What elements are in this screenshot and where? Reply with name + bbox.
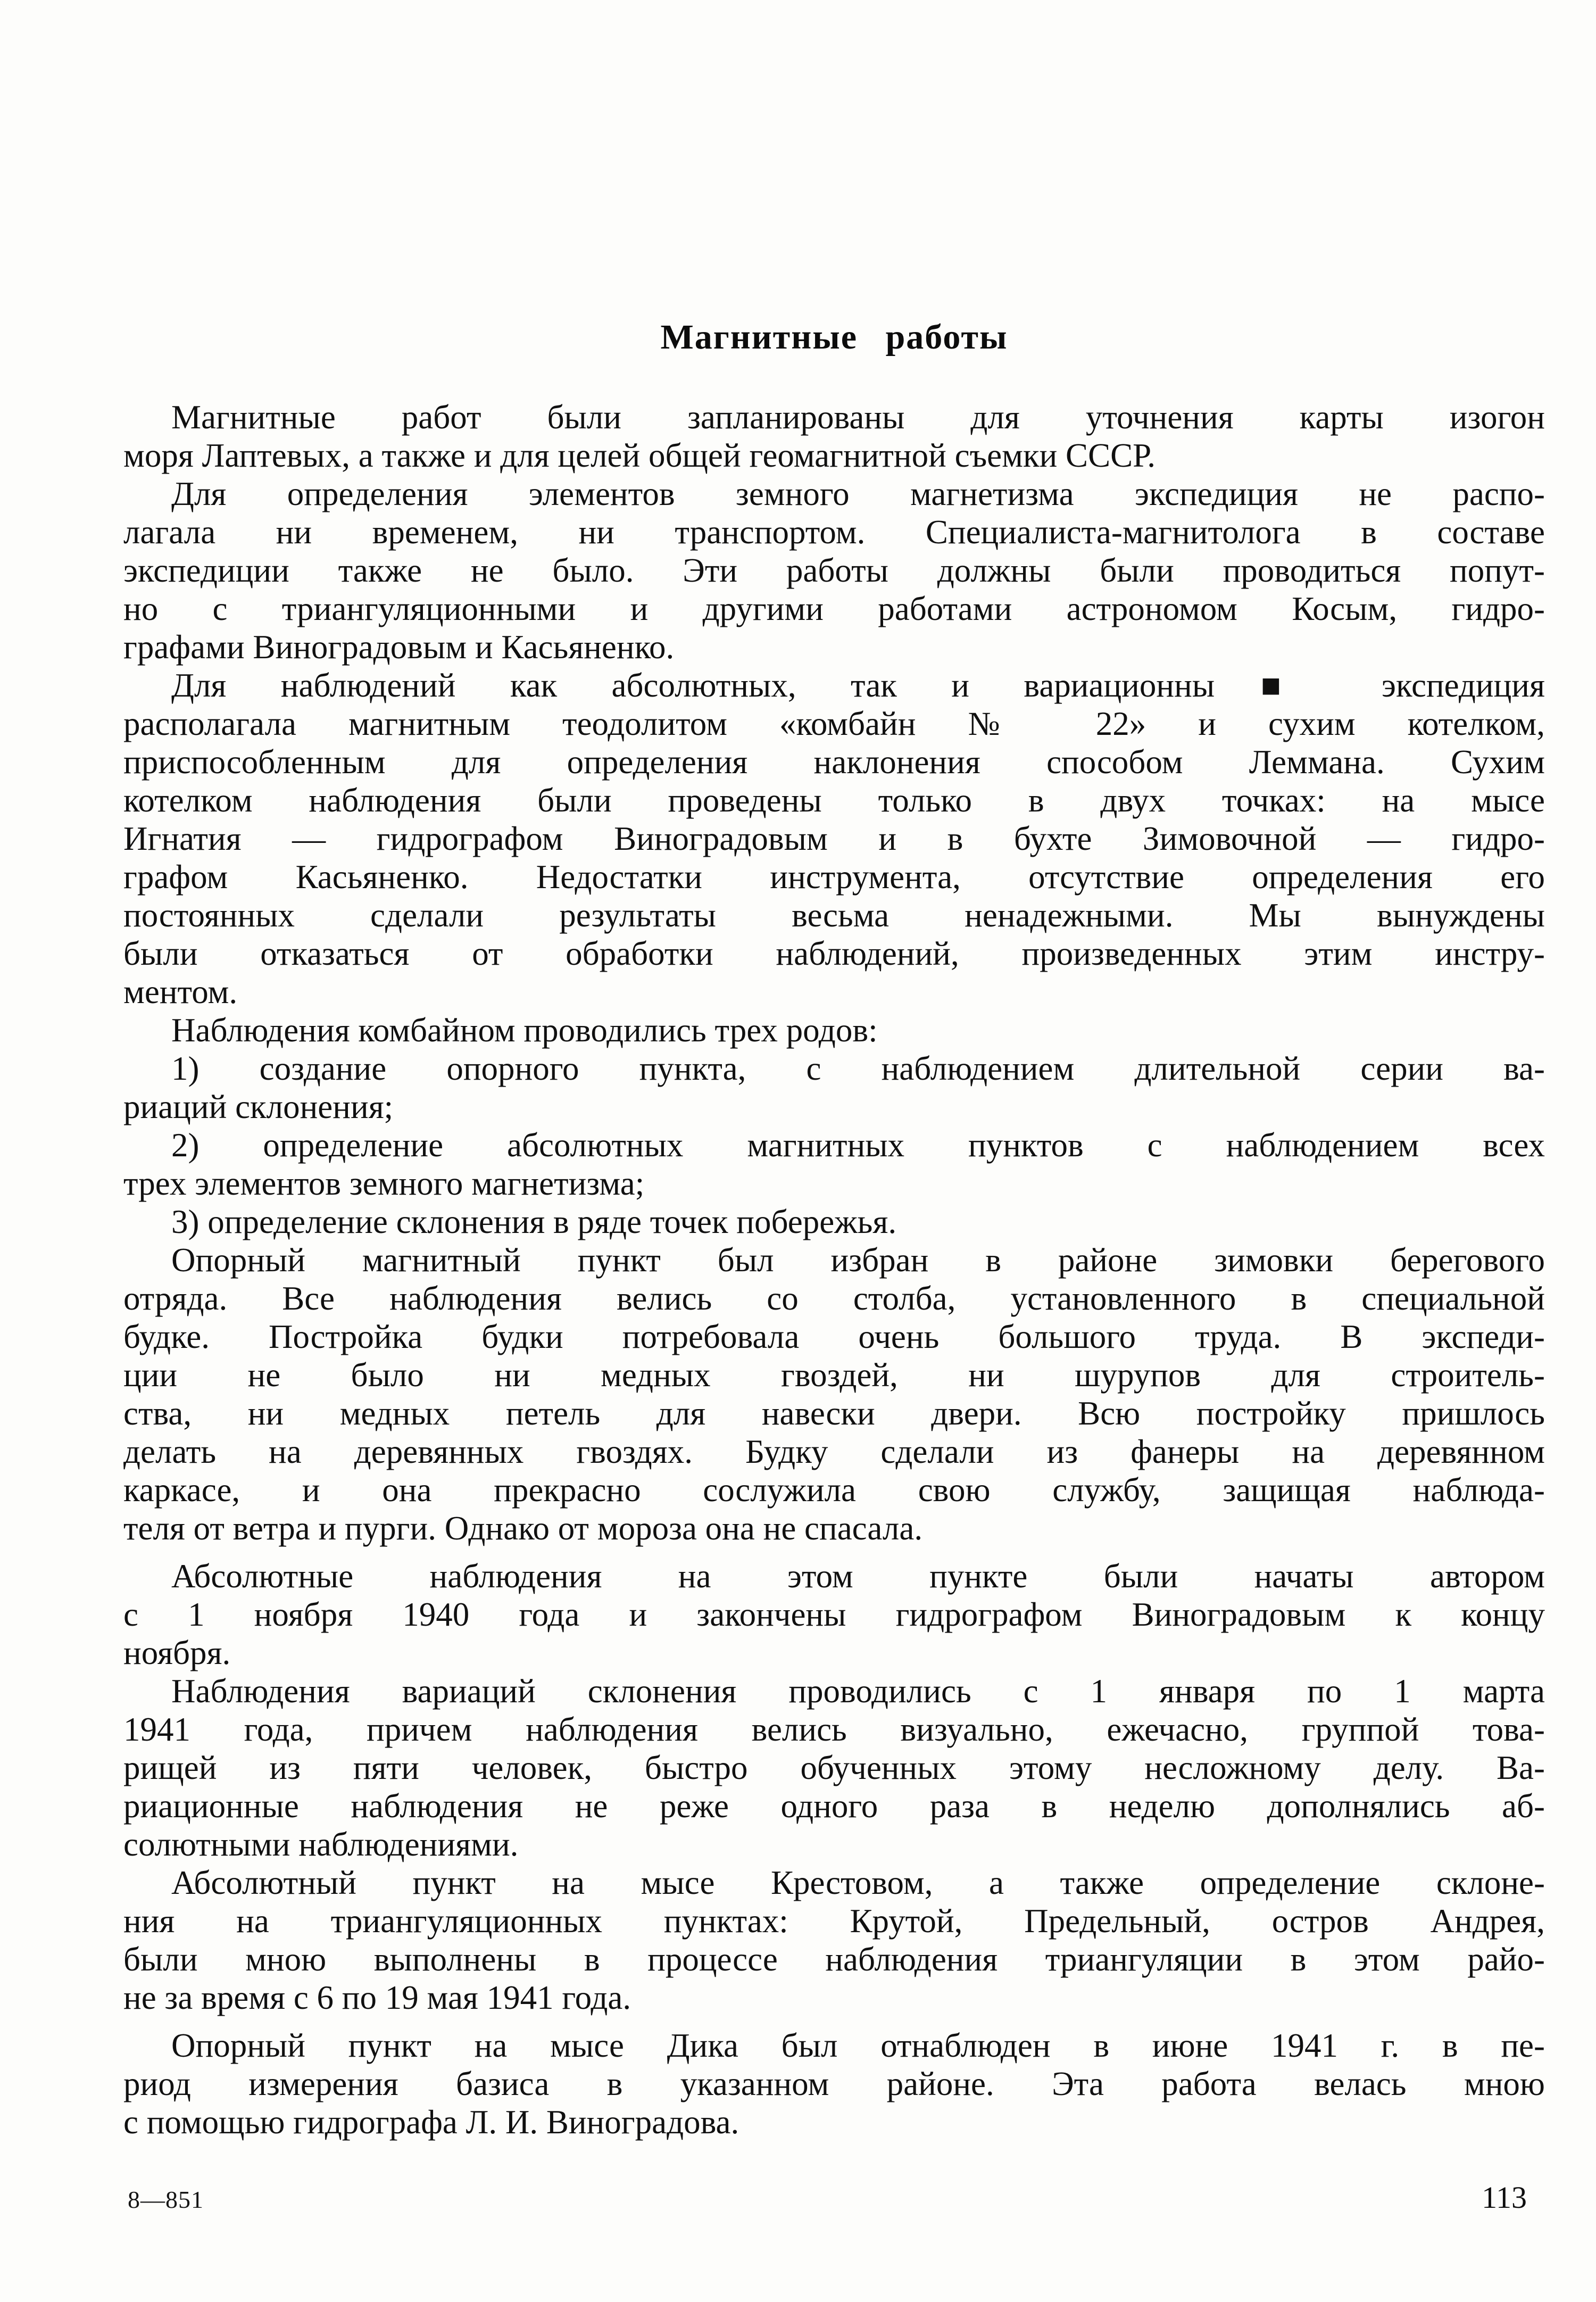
text-line: ции не было ни медных гвоздей, ни шурупов для строитель-	[123, 1356, 1545, 1394]
text-line: 1) создание опорного пункта, с наблюдением длительной серии ва-	[171, 1050, 1545, 1087]
text-line: каркасе, и она прекрасно сослужила свою службу, защищая наблюда-	[123, 1471, 1545, 1509]
text-line: риод измерения базиса в указанном районе. Эта работа велась мною	[123, 2065, 1545, 2102]
paragraph	[123, 1126, 1545, 1203]
text-line: располагала магнитным теодолитом «комбайн № 22» и сухим котелком,	[123, 705, 1545, 742]
text-line: ноября.	[123, 1634, 231, 1671]
text-line: трех элементов земного магнетизма;	[123, 1165, 645, 1202]
text-line: моря Лаптевых, а также и для целей общей геомагнитной съемки СССР.	[123, 437, 1156, 474]
body-text	[123, 398, 1545, 2141]
text-line: не за время с 6 по 19 мая 1941 года.	[123, 1979, 631, 2016]
text-line: 2) определение абсолютных магнитных пунктов с наблюдением всех	[171, 1127, 1545, 1164]
text-line: Наблюдения вариаций склонения проводились с 1 января по 1 марта	[171, 1672, 1545, 1710]
text-line: Абсолютные наблюдения на этом пункте были начаты автором	[171, 1558, 1545, 1595]
paragraph	[123, 1241, 1545, 1547]
text-line: риаций склонения;	[123, 1088, 394, 1125]
text-line: отряда. Все наблюдения велись со столба, установленного в специальной	[123, 1280, 1545, 1317]
text-line: но с триангуляционными и другими работами астрономом Косым, гидро-	[123, 590, 1545, 627]
text-line: Абсолютный пункт на мысе Крестовом, а также определение склоне-	[171, 1864, 1545, 1901]
text-line: были мною выполнены в процессе наблюдения триангуляции в этом райо-	[123, 1941, 1545, 1978]
text-line: ния на триангуляционных пунктах: Крутой, Предельный, остров Андрея,	[123, 1902, 1545, 1940]
paragraph	[123, 1203, 1545, 1241]
text-line: ства, ни медных петель для навески двери. Всю постройку пришлось	[123, 1395, 1545, 1432]
paragraph	[123, 1049, 1545, 1126]
text-line: риационные наблюдения не реже одного раза в неделю дополнялись аб-	[123, 1787, 1545, 1825]
paragraph	[123, 398, 1545, 475]
text-line: экспедиции также не было. Эти работы должны были проводиться попут-	[123, 552, 1545, 589]
text-line: Игнатия — гидрографом Виноградовым и в бухте Зимовочной — гидро-	[123, 820, 1545, 857]
text-line: 1941 года, причем наблюдения велись визуально, ежечасно, группой това-	[123, 1711, 1545, 1748]
text-line: с 1 ноября 1940 года и закончены гидрографом Виноградовым к концу	[123, 1596, 1545, 1633]
text-line: Наблюдения комбайном проводились трех родов:	[171, 1012, 878, 1049]
text-line: делать на деревянных гвоздях. Будку сделали из фанеры на деревянном	[123, 1433, 1545, 1470]
text-line: Магнитные работ были запланированы для уточнения карты изогон	[171, 399, 1545, 436]
paragraph	[123, 1864, 1545, 2017]
paragraph	[123, 1672, 1545, 1864]
paragraph	[123, 1011, 1545, 1049]
text-line: Опорный магнитный пункт был избран в районе зимовки берегового	[171, 1241, 1545, 1279]
text-line: графами Виноградовым и Касьяненко.	[123, 628, 675, 666]
text-line: Для определения элементов земного магнетизма экспедиция не распо-	[171, 475, 1545, 512]
text-line: графом Касьяненко. Недостатки инструмента, отсутствие определения его	[123, 858, 1545, 896]
text-line: рищей из пяти человек, быстро обученных этому несложному делу. Ва-	[123, 1749, 1545, 1786]
paragraph	[123, 2026, 1545, 2141]
paragraph	[123, 666, 1545, 1011]
text-line: теля от ветра и пурги. Однако от мороза она не спасала.	[123, 1510, 923, 1547]
text-line: будке. Постройка будки потребовала очень большого труда. В экспеди-	[123, 1318, 1545, 1355]
text-line: лагала ни временем, ни транспортом. Специалиста-магнитолога в составе	[123, 514, 1545, 551]
text-line: приспособленным для определения наклонения способом Леммана. Сухим	[123, 743, 1545, 781]
page-title: Магнитные работы	[660, 318, 1008, 357]
text-line: ментом.	[123, 973, 238, 1011]
text-line: Опорный пункт на мысе Дика был отнаблюден в июне 1941 г. в пе-	[171, 2027, 1545, 2064]
text-line: Для наблюдений как абсолютных, так и вариационны■ экспедиция	[171, 667, 1545, 704]
text-line: постоянных сделали результаты весьма ненадежными. Мы вынуждены	[123, 897, 1545, 934]
text-line: 3) определение склонения в ряде точек побережья.	[171, 1203, 897, 1240]
page-footer	[128, 2180, 1527, 2215]
paragraph	[123, 1557, 1545, 1672]
text-line: солютными наблюдениями.	[123, 1826, 519, 1863]
text-line: с помощью гидрографа Л. И. Виноградова.	[123, 2104, 739, 2141]
print-signature: 8—851	[128, 2186, 204, 2213]
text-line: были отказаться от обработки наблюдений, произведенных этим инстру-	[123, 935, 1545, 972]
page-number: 113	[1482, 2180, 1527, 2215]
paragraph	[123, 475, 1545, 666]
text-line: котелком наблюдения были проведены только в двух точках: на мысе	[123, 782, 1545, 819]
